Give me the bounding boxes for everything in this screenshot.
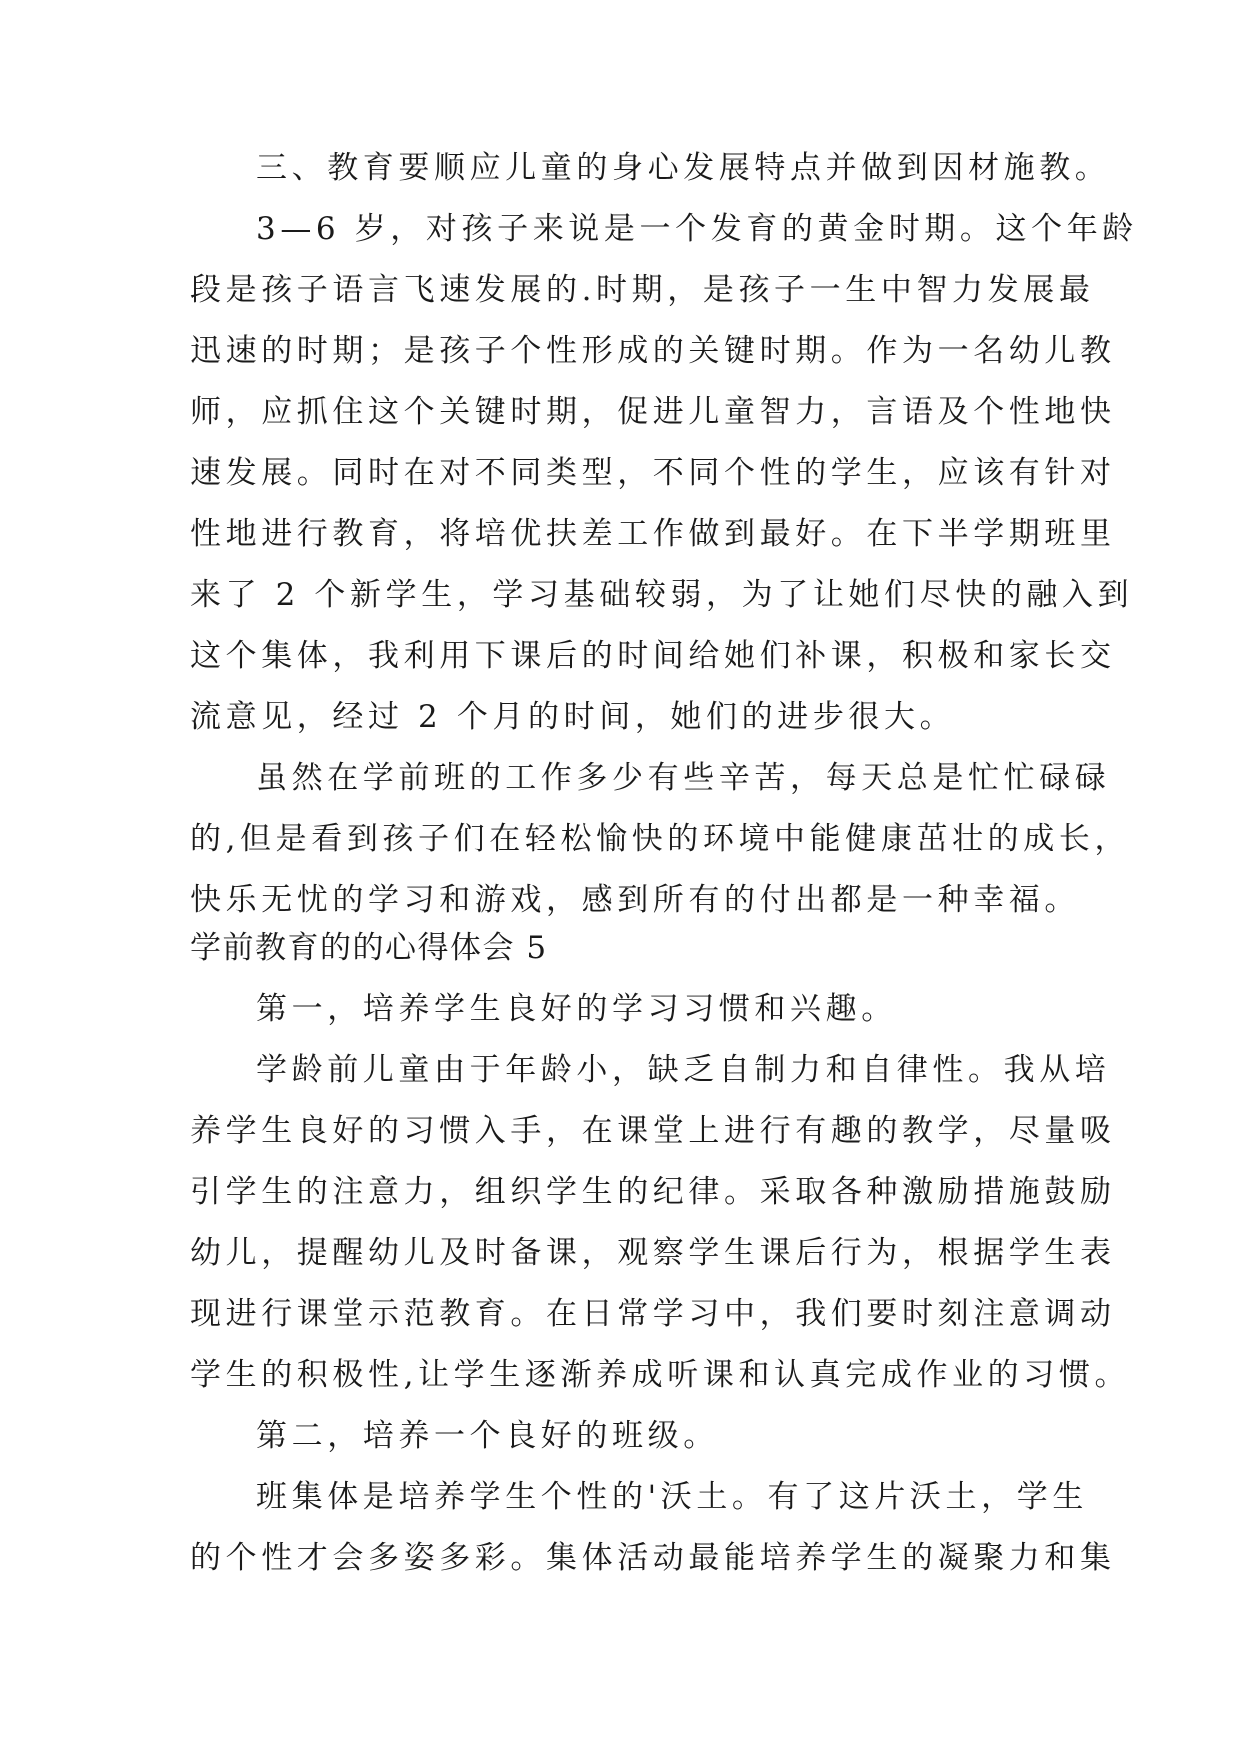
paragraph-line: 的个性才会多姿多彩。集体活动最能培养学生的凝聚力和集 [190,1540,1116,1576]
subsection-heading-2: 第二，培养一个良好的班级。 [256,1418,719,1454]
paragraph-line: 这个集体，我利用下课后的时间给她们补课，积极和家长交 [190,638,1116,674]
paragraph-line: 学生的积极性,让学生逐渐养成听课和认真完成作业的习惯。 [190,1357,1131,1393]
paragraph-line: 性地进行教育，将培优扶差工作做到最好。在下半学期班里 [190,516,1116,552]
paragraph-line: 流意见，经过 2 个月的时间，她们的进步很大。 [190,699,956,735]
paragraph-line: 养学生良好的习惯入手，在课堂上进行有趣的教学，尽量吸 [190,1113,1116,1149]
paragraph-line: 幼儿，提醒幼儿及时备课，观察学生课后行为，根据学生表 [190,1235,1116,1271]
paragraph-line: 快乐无忧的学习和游戏，感到所有的付出都是一种幸福。 [190,882,1080,918]
paragraph-line: 段是孩子语言飞速发展的.时期，是孩子一生中智力发展最 [190,272,1095,308]
subsection-heading-1: 第一，培养学生良好的学习习惯和兴趣。 [256,991,897,1027]
paragraph-line: 班集体是培养学生个性的'沃土。有了这片沃土，学生 [256,1479,1088,1515]
section-heading-3: 三、教育要顺应儿童的身心发展特点并做到因材施教。 [256,150,1111,186]
paragraph-line: 速发展。同时在对不同类型，不同个性的学生，应该有针对 [190,455,1116,491]
paragraph-line: 引学生的注意力，组织学生的纪律。采取各种激励措施鼓励 [190,1174,1116,1210]
paragraph-line: 现进行课堂示范教育。在日常学习中，我们要时刻注意调动 [190,1296,1116,1332]
paragraph-line: 的,但是看到孩子们在轻松愉快的环境中能健康茁壮的成长， [190,821,1131,857]
paragraph-line: 来了 2 个新学生，学习基础较弱，为了让她们尽快的融入到 [190,577,1134,613]
paragraph-line: 迅速的时期；是孩子个性形成的关键时期。作为一名幼儿教 [190,333,1116,369]
paragraph-line: 学龄前儿童由于年龄小，缺乏自制力和自律性。我从培 [256,1052,1111,1088]
paragraph-line: 虽然在学前班的工作多少有些辛苦，每天总是忙忙碌碌 [256,760,1111,796]
paragraph-line: 师，应抓住这个关键时期，促进儿童智力，言语及个性地快 [190,394,1116,430]
paragraph-line: 3—6 岁，对孩子来说是一个发育的黄金时期。这个年龄 [256,211,1138,247]
article-title: 学前教育的的心得体会 5 [190,930,548,966]
